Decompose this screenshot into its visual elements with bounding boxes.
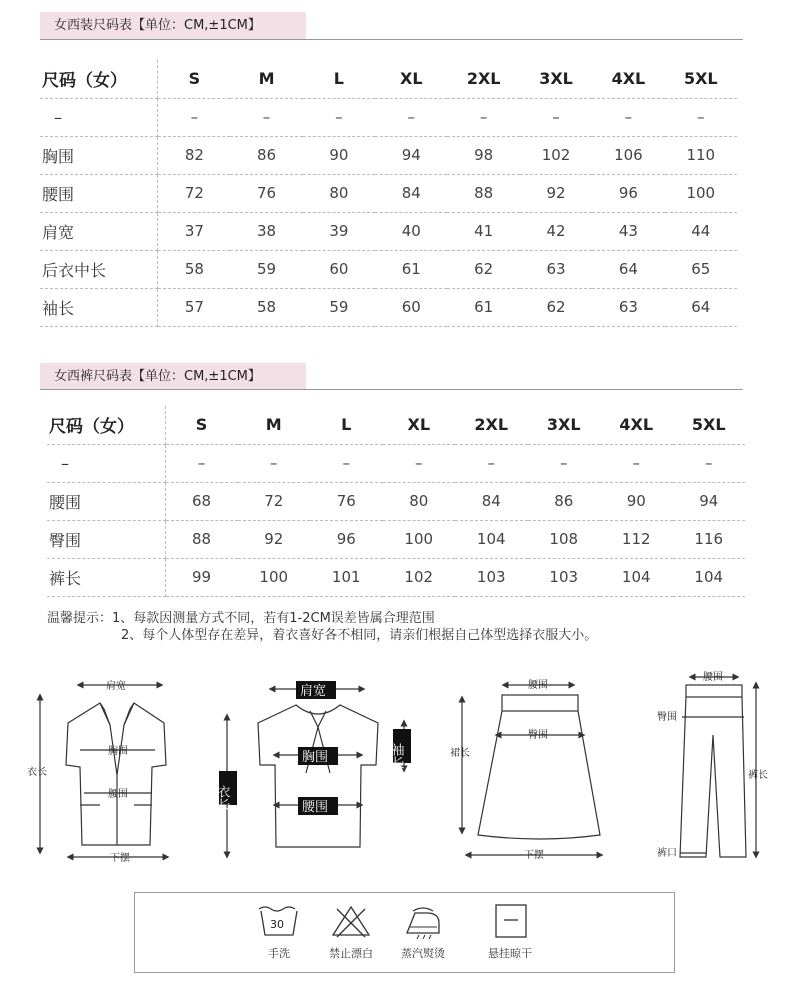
row-label: 腰围 (47, 482, 165, 520)
size-header: 2XL (447, 60, 519, 98)
hand-wash-icon (255, 903, 303, 939)
row-label: 袖长 (40, 288, 158, 326)
table-cell: 104 (455, 520, 528, 558)
table-cell: – (673, 444, 746, 482)
skirt-hem-label: 下摆 (524, 850, 544, 861)
table-cell: 96 (592, 174, 664, 212)
care-label: 禁止漂白 (329, 947, 373, 960)
row-label: 后衣中长 (40, 250, 158, 288)
table-cell: 88 (447, 174, 519, 212)
size-header: XL (383, 406, 456, 444)
jacket-waist-label: 腰围 (108, 789, 128, 800)
table-cell: 92 (238, 520, 311, 558)
pants-size-table (47, 406, 745, 597)
jacket-bust-label: 胸围 (108, 746, 128, 757)
table-cell: 88 (165, 520, 238, 558)
table-cell: 65 (665, 250, 737, 288)
size-header: S (158, 60, 230, 98)
table-cell: – (383, 444, 456, 482)
hang-dry-icon (486, 903, 534, 939)
table-header-row (40, 60, 737, 98)
size-header: 3XL (528, 406, 601, 444)
table-row (40, 174, 737, 212)
jacket-shoulder-label: 肩宽 (106, 681, 126, 692)
table-cell: 60 (303, 250, 375, 288)
table-row (40, 98, 737, 136)
table-cell: 58 (158, 250, 230, 288)
care-item (316, 903, 386, 961)
table-cell: – (455, 444, 528, 482)
size-header: 5XL (673, 406, 746, 444)
table-cell: 58 (230, 288, 302, 326)
table-row (40, 212, 737, 250)
table-cell: 84 (375, 174, 447, 212)
table-cell: 94 (375, 136, 447, 174)
table-cell: 100 (238, 558, 311, 596)
table-cell: 101 (310, 558, 383, 596)
table-cell: 72 (158, 174, 230, 212)
table-cell: 62 (520, 288, 592, 326)
table-cell: 63 (592, 288, 664, 326)
tips (47, 610, 597, 644)
table-cell: 84 (455, 482, 528, 520)
row-label: 胸围 (40, 136, 158, 174)
table-cell: 76 (230, 174, 302, 212)
table-cell: – (165, 444, 238, 482)
table-cell: – (310, 444, 383, 482)
table-row (47, 444, 745, 482)
blouse-bust-label: 胸围 (302, 750, 329, 765)
table-cell: 40 (375, 212, 447, 250)
table-cell: 41 (447, 212, 519, 250)
table-cell: 62 (447, 250, 519, 288)
table-cell: – (447, 98, 519, 136)
table-cell: 98 (447, 136, 519, 174)
tip-line-2: 2、每个人体型存在差异，着衣喜好各不相同，请亲们根据自己体型选择衣服大小。 (121, 628, 598, 643)
size-header: 5XL (665, 60, 737, 98)
table-cell: 44 (665, 212, 737, 250)
care-instructions (134, 892, 675, 973)
table-cell: 90 (600, 482, 673, 520)
row-label: 臀围 (47, 520, 165, 558)
table-cell: 116 (673, 520, 746, 558)
table-cell: 59 (303, 288, 375, 326)
table-cell: – (303, 98, 375, 136)
table-cell: 61 (447, 288, 519, 326)
table-cell: 104 (673, 558, 746, 596)
jacket-diagram (40, 685, 166, 857)
care-item (388, 903, 458, 961)
table-cell: 64 (665, 288, 737, 326)
table-cell: 57 (158, 288, 230, 326)
table-cell: 59 (230, 250, 302, 288)
table-cell: 64 (592, 250, 664, 288)
row-label: 裤长 (47, 558, 165, 596)
care-label: 悬挂晾干 (488, 947, 532, 960)
table-cell: 43 (592, 212, 664, 250)
row-label: – (47, 444, 165, 482)
table-cell: – (592, 98, 664, 136)
measurement-diagrams (0, 655, 790, 875)
tip-line-1: 温馨提示：1、每款因测量方式不同，若有1-2CM误差皆属合理范围 (47, 611, 435, 626)
blouse-waist-label: 腰围 (302, 800, 329, 815)
table-cell: 86 (230, 136, 302, 174)
pants-length-label: 裤长 (748, 770, 768, 781)
table-cell: 99 (165, 558, 238, 596)
pants-cuff-label: 裤口 (657, 848, 677, 859)
table-cell: 103 (528, 558, 601, 596)
skirt-waist-label: 腰围 (528, 680, 548, 691)
table-cell: 96 (310, 520, 383, 558)
size-header: M (230, 60, 302, 98)
no-bleach-icon (327, 903, 375, 939)
pants-hip-label: 臀围 (657, 712, 677, 723)
table-cell: 80 (303, 174, 375, 212)
table-cell: – (230, 98, 302, 136)
table-cell: 104 (600, 558, 673, 596)
header-label: 尺码（女） (40, 60, 158, 98)
table-row (47, 520, 745, 558)
skirt-length-label: 裙长 (450, 748, 470, 759)
table-cell: 106 (592, 136, 664, 174)
size-header: 4XL (592, 60, 664, 98)
size-header: 2XL (455, 406, 528, 444)
table-cell: – (665, 98, 737, 136)
table-cell: 42 (520, 212, 592, 250)
skirt-hip-label: 臀围 (528, 730, 548, 741)
pants-waist-label: 腰围 (703, 672, 723, 683)
row-label: 腰围 (40, 174, 158, 212)
table-cell: 38 (230, 212, 302, 250)
table-row (40, 136, 737, 174)
table-row (40, 288, 737, 326)
size-header: XL (375, 60, 447, 98)
pants-title-divider (40, 389, 743, 390)
size-header: 4XL (600, 406, 673, 444)
size-header: S (165, 406, 238, 444)
jacket-hem-label: 下摆 (110, 853, 130, 864)
skirt-diagram (462, 685, 600, 855)
table-header-row (47, 406, 745, 444)
table-cell: 63 (520, 250, 592, 288)
size-header: M (238, 406, 311, 444)
table-cell: – (238, 444, 311, 482)
table-row (47, 482, 745, 520)
table-cell: 108 (528, 520, 601, 558)
table-cell: 80 (383, 482, 456, 520)
table-cell: 112 (600, 520, 673, 558)
table-row (40, 250, 737, 288)
size-header: L (303, 60, 375, 98)
table-cell: 37 (158, 212, 230, 250)
table-cell: – (375, 98, 447, 136)
care-label: 蒸汽熨烫 (401, 947, 445, 960)
size-header: 3XL (520, 60, 592, 98)
steam-iron-icon (399, 903, 447, 939)
care-label: 手洗 (268, 947, 290, 960)
table-cell: 82 (158, 136, 230, 174)
table-cell: 68 (165, 482, 238, 520)
row-label: – (40, 98, 158, 136)
table-cell: 103 (455, 558, 528, 596)
table-cell: 100 (665, 174, 737, 212)
pants-diagram (680, 677, 756, 857)
table-cell: 94 (673, 482, 746, 520)
size-header: L (310, 406, 383, 444)
table-cell: 76 (310, 482, 383, 520)
table-cell: 90 (303, 136, 375, 174)
table-cell: 102 (383, 558, 456, 596)
header-label: 尺码（女） (47, 406, 165, 444)
table-cell: 39 (303, 212, 375, 250)
table-cell: 72 (238, 482, 311, 520)
table-cell: 100 (383, 520, 456, 558)
table-row (47, 558, 745, 596)
table-cell: 110 (665, 136, 737, 174)
wash-temp: 30 (270, 918, 284, 931)
table-cell: 102 (520, 136, 592, 174)
blouse-shoulder-label: 肩宽 (300, 684, 327, 699)
table-cell: 60 (375, 288, 447, 326)
jacket-size-table (40, 60, 737, 327)
table-cell: 61 (375, 250, 447, 288)
table-cell: – (158, 98, 230, 136)
table-cell: 86 (528, 482, 601, 520)
jacket-table-title: 女西装尺码表【单位：CM,±1CM】 (40, 12, 306, 39)
table-cell: – (600, 444, 673, 482)
jacket-length-label: 衣长 (27, 767, 47, 778)
row-label: 肩宽 (40, 212, 158, 250)
table-cell: – (520, 98, 592, 136)
care-item (244, 903, 314, 961)
blouse-sleeve-label: 袖长 (388, 743, 404, 769)
care-item (475, 903, 545, 961)
blouse-diagram (227, 689, 404, 855)
table-cell: – (528, 444, 601, 482)
blouse-length-label: 衣长 (214, 785, 230, 811)
jacket-title-divider (40, 39, 743, 40)
pants-table-title: 女西裤尺码表【单位：CM,±1CM】 (40, 363, 306, 390)
table-cell: 92 (520, 174, 592, 212)
